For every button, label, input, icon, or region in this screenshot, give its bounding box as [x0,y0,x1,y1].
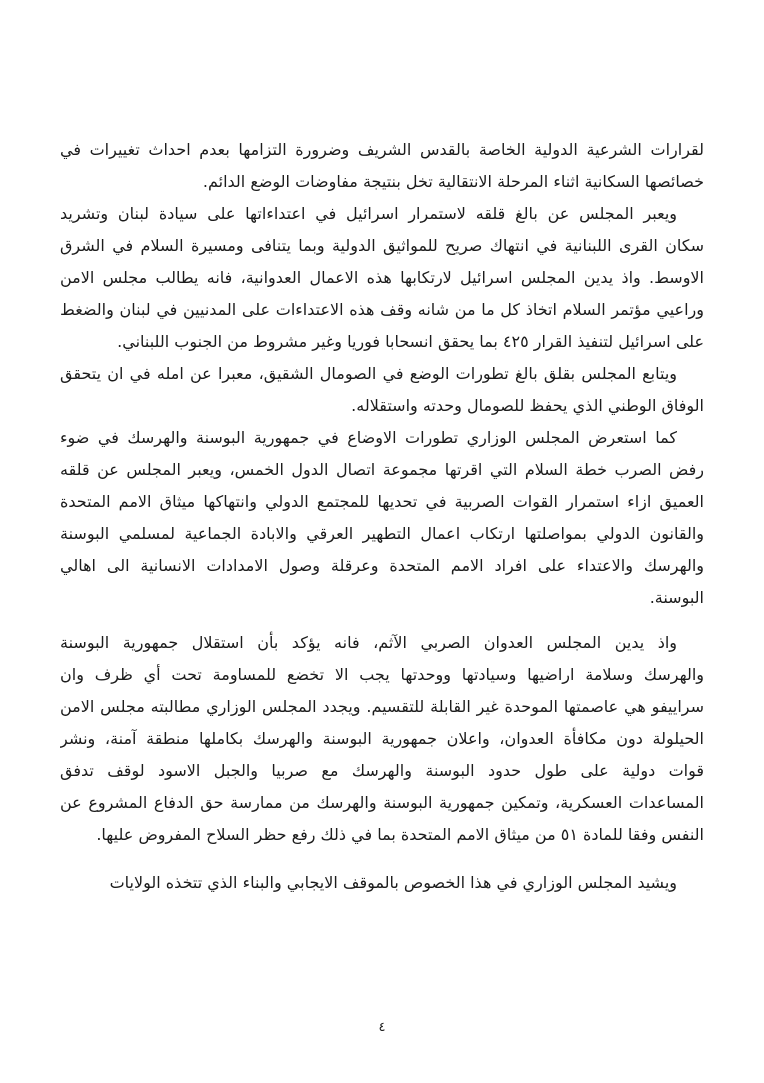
paragraph [60,627,704,851]
text-line: ويتابع المجلس بقلق بالغ تطورات الوضع في الصومال الشقيق، معبرا عن امله في ان يتحقق [60,364,677,383]
text-line: خصائصها السكانية اثناء المرحلة الانتقالية تخل بنتيجة مفاوضات الوضع الدائم. [202,172,704,191]
text-line: كما استعرض المجلس الوزاري تطورات الاوضاع في جمهورية البوسنة والهرسك في ضوء [60,428,677,447]
text-line: سكان القرى اللبنانية في انتهاك صريح للمواثيق الدولية وبما يتنافى ومسيرة السلام في الشرق [60,236,704,255]
paragraph [60,867,704,899]
text-line: لقرارات الشرعية الدولية الخاصة بالقدس الشريف وضرورة التزامها بعدم احداث تغييرات في [60,140,704,159]
text-line: رفض الصرب خطة السلام التي اقرتها مجموعة اتصال الدول الخمس، ويعبر المجلس عن قلقه [60,460,704,479]
text-line: الاوسط. واذ يدين المجلس اسرائيل لارتكابها هذه الاعمال العدوانية، فانه يطالب مجلس الامن [60,268,704,287]
page-number: ٤ [378,1020,386,1035]
text-line: والقانون الدولي بمواصلتها ارتكاب اعمال التطهير العرقي والابادة الجماعية لمسلمي البوسنة [60,524,704,543]
paragraph [60,422,704,614]
text-line: ويشيد المجلس الوزاري في هذا الخصوص بالموقف الايجابي والبناء الذي تتخذه الولايات [109,873,677,892]
paragraph [60,358,704,422]
text-line: النفس وفقا للمادة ٥١ من ميثاق الامم المتحدة بما في ذلك رفع حظر السلاح المفروض عليها. [96,825,704,844]
text-line: المساعدات العسكرية، وتمكين جمهورية البوسنة والهرسك من ممارسة حق الدفاع المشروع عن [60,793,704,812]
document-text-block [60,134,704,899]
paragraph [60,134,704,198]
text-line: والهرسك وسلامة اراضيها وسيادتها ووحدتها يجب الا تخضع للمساومة تحت أي ظرف وان [60,665,704,684]
text-line: ويعبر المجلس عن بالغ قلقه لاستمرار اسرائيل في اعتداءاتها على سيادة لبنان وتشريد [60,204,677,223]
text-line: على اسرائيل لتنفيذ القرار ٤٢٥ بما يحقق انسحابا فوريا وغير مشروط من الجنوب اللبناني. [117,332,704,351]
text-line: وراعيي مؤتمر السلام اتخاذ كل ما من شانه وقف هذه الاعتداءات على المدنيين في لبنان والضغط [60,300,704,319]
text-line: الحيلولة دون مكافأة العدوان، واعلان جمهورية البوسنة والهرسك بكاملها منطقة آمنة، ونشر [60,729,704,748]
text-line: البوسنة. [649,588,704,607]
text-line: العميق ازاء استمرار القوات الصربية في تحديها للمجتمع الدولي وانتهاكها ميثاق الامم المتحدة [60,492,704,511]
text-line: والهرسك والاعتداء على افراد الامم المتحدة وعرقلة وصول الامدادات الانسانية الى اهالي [60,556,704,575]
text-line: قوات دولية على طول حدود البوسنة والهرسك مع صربيا والجبل الاسود لوقف تدفق [60,761,704,780]
paragraph [60,198,704,358]
text-line: الوفاق الوطني الذي يحفظ للصومال وحدته واستقلاله. [351,396,704,415]
text-line: واذ يدين المجلس العدوان الصربي الآثم، فانه يؤكد بأن استقلال جمهورية البوسنة [60,633,677,652]
text-line: سراييفو هي عاصمتها الموحدة غير القابلة للتقسيم. ويجدد المجلس الوزاري مطالبته مجلس الامن [60,697,704,716]
